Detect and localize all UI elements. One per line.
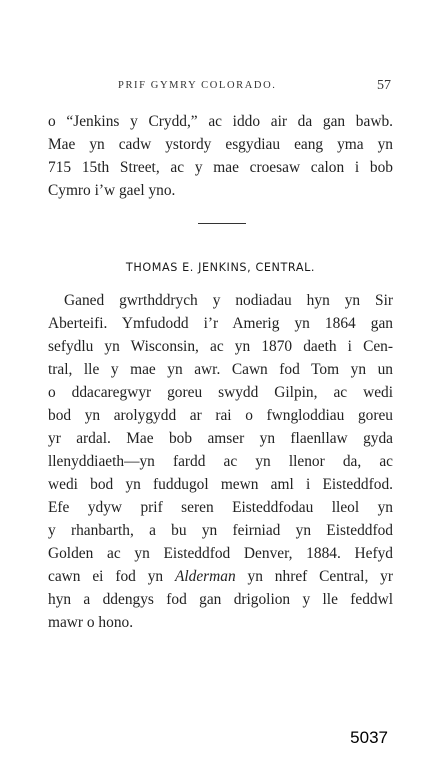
text-line: 715 15th Street, ac y mae croesaw calon i bob — [48, 159, 393, 176]
text-line: mawr o hono. — [48, 614, 134, 631]
text-line: o ddacaregwyr goreu swydd Gilpin, ac wedi — [48, 384, 393, 401]
text-line: Mae yn cadw ystordy esgydiau eang yma yn — [48, 136, 393, 153]
text-line: sefydlu yn Wisconsin, ac yn 1870 daeth i Cen- — [48, 338, 393, 355]
text-line: wedi bod yn fuddugol mewn aml i Eisteddfod. — [48, 476, 393, 493]
text-line: yr ardal. Mae bob amser yn flaenllaw gyda — [48, 430, 393, 447]
catalog-number: 5037 — [350, 728, 388, 747]
italic-term: Alderman — [174, 568, 236, 585]
text-line: Golden ac yn Eisteddfod Denver, 1884. Hefyd — [48, 545, 393, 562]
text-line: hyn a ddengys fod gan drigolion y lle feddwl — [48, 591, 393, 608]
text-line: bod yn arolygydd ar rai o fwngloddiau goreu — [48, 407, 393, 424]
text-line: Cymro i’w gael yno. — [48, 182, 176, 199]
text-line: Ganed gwrthddrych y nodiadau hyn yn Sir — [64, 292, 393, 309]
text-line: tral, lle y mae yn awr. Cawn fod Tom yn un — [48, 361, 393, 378]
text-line — [48, 565, 393, 588]
text-line: o “Jenkins y Crydd,” ac iddo air da gan bawb. — [48, 113, 393, 130]
paragraph-biography — [48, 289, 393, 634]
section-divider — [198, 223, 246, 224]
text-line: y rhanbarth, a bu yn feirniad yn Eisteddfod — [48, 522, 393, 539]
running-title: PRIF GYMRY COLORADO. — [118, 80, 277, 91]
text-line: llenyddiaeth—yn fardd ac yn llenor da, ac — [48, 453, 393, 470]
page-number: 57 — [377, 78, 391, 93]
running-head — [48, 78, 391, 96]
text-line: Efe ydyw prif seren Eisteddfodau lleol yn — [48, 499, 393, 516]
paragraph-continued — [48, 110, 393, 202]
text-segment: yn nhref Central, yr — [235, 568, 393, 585]
text-segment: cawn ei fod yn — [48, 568, 175, 585]
section-heading: THOMAS E. JENKINS, CENTRAL. — [125, 261, 316, 274]
text-line: Aberteifi. Ymfudodd i’r Amerig yn 1864 gan — [48, 315, 393, 332]
